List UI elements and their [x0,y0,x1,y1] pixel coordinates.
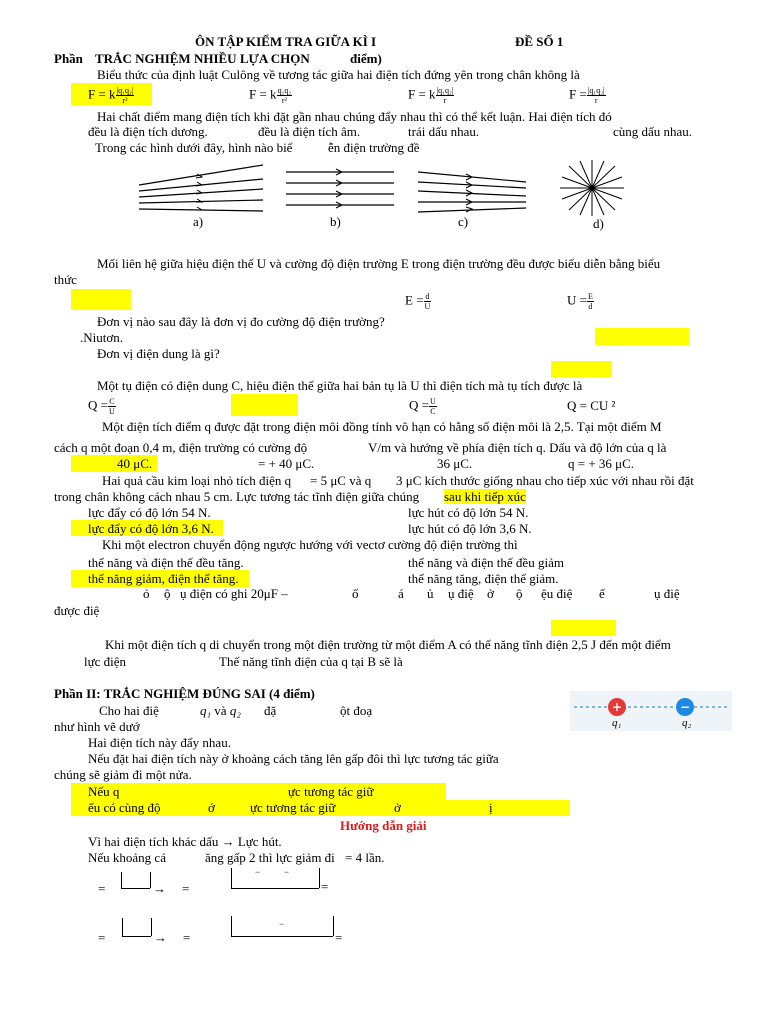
q5-option-a: .Niutơn. [80,330,123,345]
q10-option-d: thế năng tăng, điện thế giảm. [408,571,559,586]
figure-label-d: d) [593,216,604,231]
field-diagram-b [284,166,396,212]
doc-title: ÔN TẬP KIỂM TRA GIỮA KÌ I [195,34,377,49]
q11-fragment: ộ [516,586,523,601]
q11-fragment: ệu điệ [541,586,573,601]
equation-bar [333,916,334,936]
figure-label-b: b) [330,214,341,229]
q1-option-d: F = $\frac{\text{|q₁q₂|}}{r}$ [569,86,605,105]
q7-option-c: Q = $\frac{U}{C}$ [409,397,436,416]
q11-fragment: ụ điệ [654,586,680,601]
equation-bar [122,918,123,936]
q2-stem: Hai chất điểm mang điện tích khi đặt gần nhau chúng đẩy nhau thì có thể kết luận. Hai điện tích đó [97,109,612,124]
q6-stem: Đơn vị điện dung là gì? [97,346,220,361]
part2-statement-c1a: Nếu q [88,784,120,799]
q8-option-c: 36 μC. [437,456,473,471]
equation-bar [121,872,122,888]
part2-intro-q: q₁ và q₂ [200,703,241,718]
q12-line-2b: Thế năng tĩnh điện của q tại B sẽ là [219,654,403,669]
q11-fragment: ụ điện có ghi 20μF – [180,586,288,601]
q10-option-a: thế năng và điện thế đều tăng. [88,555,244,570]
q7-stem: Một tụ điện có điện dung C, hiệu điện thế giữa hai bản tụ là U thì điện tích mà tụ tích được là [97,378,583,393]
q11-fragment: ủ [427,586,434,601]
q1-stem: Biểu thức của định luật Culông về tương tác giữa hai điện tích đứng yên trong chân không là [97,67,580,82]
part2-statement-c2b: ớ [208,800,215,815]
q9-line-2b: sau khi tiếp xúc [444,489,526,504]
q8-line-2b: V/m và hướng về phía điện tích q. Dấu và độ lớn của q là [368,440,667,455]
part2-statement-c2a: ếu có cùng độ [88,800,161,815]
equation-minus: − [255,867,261,877]
equation-equals: = [335,930,343,945]
answer-highlight [595,328,689,345]
q3-stem: Trong các hình dưới đây, hình nào biể [95,140,293,155]
part2-intro-c: ột đoạ [340,703,373,718]
figure-label-c: c) [458,214,469,229]
answer-highlight [551,361,612,377]
q11-fragment: ở [487,586,494,601]
charge-label-q1: q₁ [612,717,622,729]
equation-bar [231,888,319,889]
q4-stem: Mối liên hệ giữa hiệu điện thế U và cường độ điện trường E trong điện trường đều được biểu diễn bằng biểu [97,256,661,271]
q4-option-c: E = $\frac{d}{U}$ [405,292,431,311]
q12-line-2a: lực điện [84,654,127,669]
q5-stem: Đơn vị nào sau đây là đơn vị đo cường độ điện trường? [97,314,385,329]
q10-option-b: thế năng và điện thế đều giảm [408,555,564,570]
part1-title: TRẮC NGHIỆM NHIỀU LỰA CHỌN [95,51,310,66]
q1-option-c: F = k $\frac{\text{|q₁q₂|}}{r}$ [408,86,454,105]
positive-charge-icon: + [608,698,626,716]
figure-label-a: a) [193,214,204,229]
q2-option-d: cùng dấu nhau. [613,124,693,139]
q2-option-c: trái dấu nhau. [408,124,480,139]
q9-option-d: lực hút có độ lớn 3,6 N. [408,521,532,536]
part1-points: điểm) [350,51,382,66]
part2-statement-c1b: ực tương tác giữ [288,784,374,799]
charge-label-q2: q₂ [682,717,692,729]
q11-fragment: á [398,586,404,601]
part2-statement-c2c: ực tương tác giữ [250,800,336,815]
q8-line-1: Một điện tích điểm q được đặt trong điện môi đồng tính vô hạn có hằng số điện môi là 2,5. Tại một điểm M [102,419,662,434]
q8-option-a: 40 μC. [117,456,153,471]
equation-equals: = [183,930,191,945]
q11-fragment: ộ [164,586,171,601]
q11-fragment: ố [352,586,359,601]
equation-bar [231,916,232,936]
q3-stem-end: ễn điện trường đề [328,140,420,155]
q10-option-c: thế năng giảm, điện thế tăng. [88,571,239,586]
guide-line-2c: = 4 lần. [345,850,385,865]
q4-option-d: U = $\frac{E}{d}$ [567,292,593,311]
equation-equals: = [182,881,190,896]
part2-title: Phần II: TRẮC NGHIỆM ĐÚNG SAI (4 điểm) [54,686,315,701]
q12-line-1: Khi một điện tích q di chuyển trong một điện trường từ một điểm A có thế năng tĩnh điện 2,5 J đến một điểm [105,637,671,652]
equation-equals: = [98,930,106,945]
answer-highlight [71,783,446,800]
guide-line-1: Vì hai điện tích khác dấu → Lực hút. [88,834,282,849]
q4-stem-2: thức [54,272,77,287]
equation-bar [231,936,333,937]
charges-figure [570,691,732,731]
q1-option-b: F = k $\frac{\text{q₁q₂}}{\text{r²}}$ [249,86,292,105]
exam-code: ĐỀ SỐ 1 [515,34,564,49]
answer-highlight [231,394,298,416]
equation-minus: − [279,919,285,929]
equation-arrow: → [153,881,166,896]
equation-arrow: → [154,930,167,945]
negative-charge-icon: − [676,698,694,716]
equation-bar [150,872,151,888]
part2-intro-b: đặ [264,703,277,718]
q11-fragment: ụ điệ [448,586,474,601]
guide-line-2b: ăng gấp 2 thì lực giảm đi [205,850,335,865]
guide-line-2a: Nếu khoảng cá [88,850,166,865]
equation-bar [319,868,320,888]
equation-bar [121,888,150,889]
part2-statement-c2e: ị [489,800,493,815]
part2-statement-c2d: ở [394,800,401,815]
q9-line-2a: trong chân không cách nhau 5 cm. Lực tương tác tĩnh điện giữa chúng [54,489,420,504]
q9-option-b: lực hút có độ lớn 54 N. [408,505,529,520]
guide-heading: Hướng dẫn giải [340,818,427,833]
equation-minus: − [284,867,290,877]
q11-fragment: ế [599,586,605,601]
q7-option-d: Q = CU ² [567,398,616,413]
part2-intro-a: Cho hai điệ [99,703,159,718]
q9-option-c: lực đẩy có độ lớn 3,6 N. [88,521,214,536]
q8-option-d: q = + 36 μC. [568,456,635,471]
q1-option-a: F = k $\frac{\text{|q₁q₂|}}{\text{r²}}$ [88,86,134,105]
field-diagram-a [136,162,266,214]
q11-fragment: ỏ [143,586,150,601]
part2-intro-line-2: như hình vẽ dướ [54,719,140,734]
answer-highlight [551,620,616,636]
field-diagram-d [556,158,628,218]
part2-statement-b1: Nếu đặt hai điện tích này ở khoảng cách tăng lên gấp đôi thì lực tương tác giữa [88,751,499,766]
answer-highlight [71,289,131,310]
q10-stem: Khi một electron chuyển động ngược hướng với vectơ cường độ điện trường thì [102,537,518,552]
q9-line-1b: = 5 μC và q [310,473,372,488]
q2-option-a: đều là điện tích dương. [88,124,208,139]
q8-line-2a: cách q một đoạn 0,4 m, điện trường có cường độ [54,440,308,455]
q9-line-1c: 3 μC kích thước giống nhau cho tiếp xúc với nhau rồi đặt [396,473,694,488]
q8-option-b: = + 40 μC. [258,456,315,471]
equation-bar [151,918,152,936]
q9-option-a: lực đẩy có độ lớn 54 N. [88,505,211,520]
part2-statement-b2: chúng sẽ giảm đi một nửa. [54,767,192,782]
equation-bar [122,936,151,937]
equation-equals: = [321,879,329,894]
equation-bar [231,868,232,888]
q9-line-1a: Hai quả cầu kim loại nhỏ tích điện q [102,473,292,488]
q2-option-b: đều là điện tích âm. [258,124,361,139]
q11-line-2: được điệ [54,603,100,618]
field-diagram-c [416,166,528,214]
equation-equals: = [98,881,106,896]
part1-prefix: Phần [54,51,83,66]
part2-statement-a: Hai điện tích này đẩy nhau. [88,735,231,750]
q7-option-a: Q = $\frac{C}{U}$ [88,397,115,416]
